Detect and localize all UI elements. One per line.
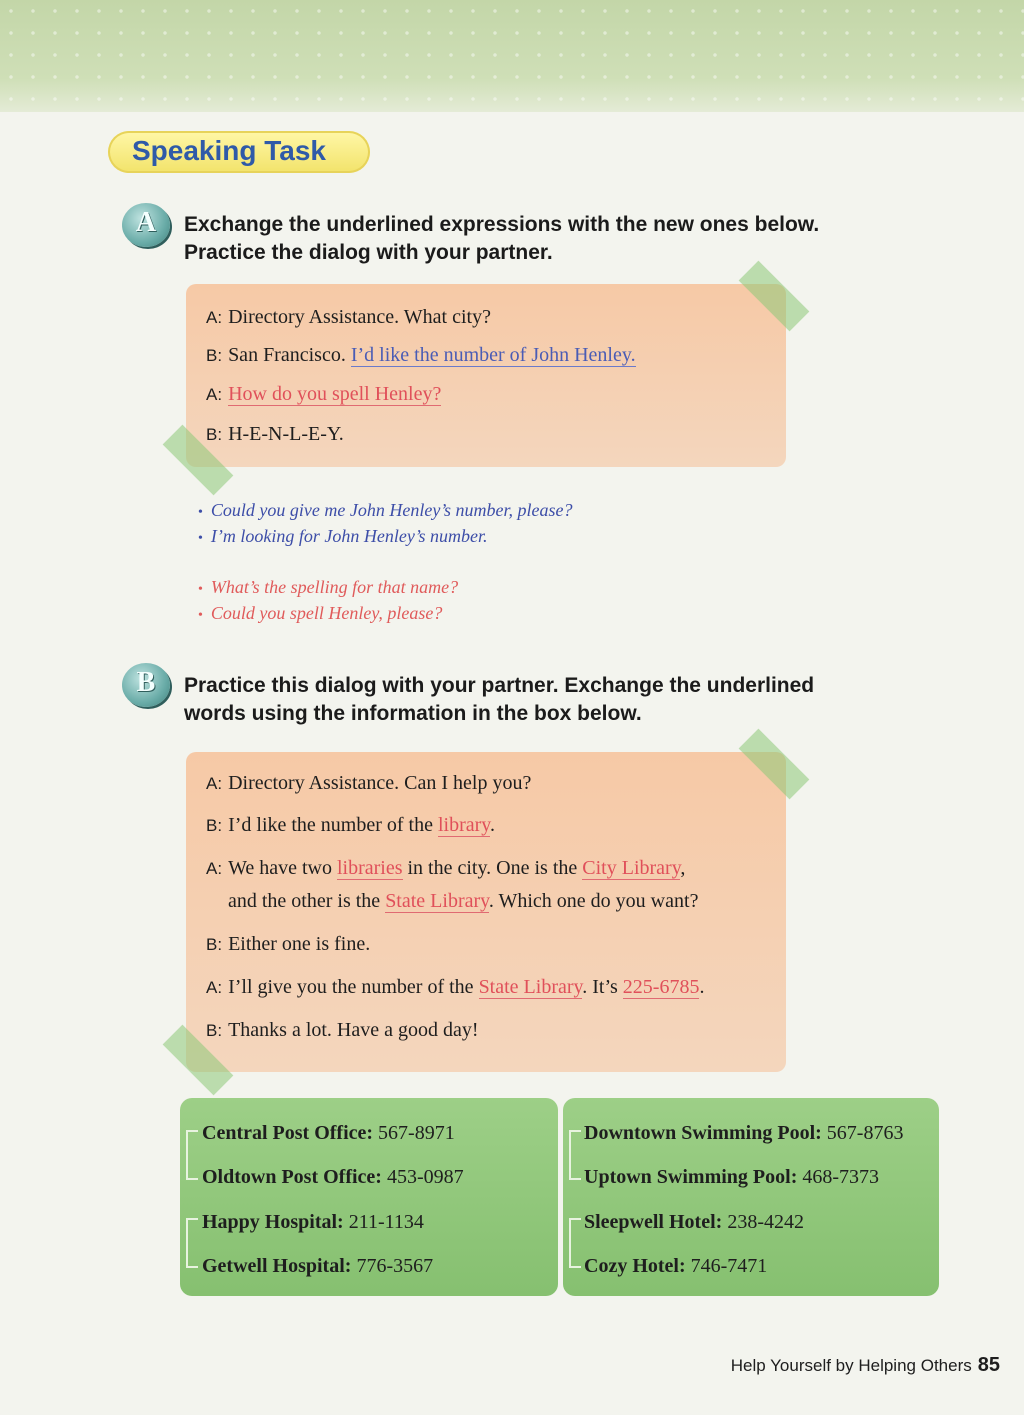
info-entry: Happy Hospital: 211-1134 — [202, 1211, 424, 1233]
alternative-expression: • Could you give me John Henley’s number, please? — [198, 500, 573, 520]
dialog-line: B: San Francisco. I’d like the number of John Henley. — [206, 344, 636, 366]
part-a-dialog-box — [186, 284, 786, 467]
dialog-line: B: I’d like the number of the library. — [206, 814, 496, 836]
header-band — [0, 0, 1024, 112]
info-entry: Sleepwell Hotel: 238-4242 — [584, 1211, 804, 1233]
dialog-line: A: We have two libraries in the city. One is the City Library, — [206, 857, 686, 879]
dialog-line: and the other is the State Library. Which one do you want? — [228, 890, 699, 912]
dialog-line: B: Either one is fine. — [206, 933, 371, 955]
page-number: 85 — [977, 1354, 1000, 1376]
info-entry: Cozy Hotel: 746-7471 — [584, 1255, 768, 1277]
info-entry: Central Post Office: 567-8971 — [202, 1122, 455, 1144]
part-b-badge: B — [122, 663, 170, 707]
alternative-expression: • Could you spell Henley, please? — [198, 603, 443, 623]
info-panel-right — [563, 1098, 939, 1296]
page-footer — [731, 1354, 1000, 1377]
dialog-line: A: I’ll give you the number of the State Library. It’s 225-6785. — [206, 976, 705, 998]
alternative-expression: • I’m looking for John Henley’s number. — [198, 526, 488, 546]
part-b-dialog-box — [186, 752, 786, 1072]
info-entry: Getwell Hospital: 776-3567 — [202, 1255, 434, 1277]
dialog-line: B: H-E-N-L-E-Y. — [206, 423, 344, 445]
part-a-instruction: Exchange the underlined expressions with the new ones below. Practice the dialog with your partner. — [184, 213, 820, 264]
dialog-line: A: How do you spell Henley? — [206, 383, 442, 405]
part-b-instruction: Practice this dialog with your partner. Exchange the underlined words using the information in the box below. — [184, 674, 815, 725]
alternative-expression: • What’s the spelling for that name? — [198, 577, 459, 597]
section-title-pill — [108, 131, 370, 173]
footer-title: Help Yourself by Helping Others — [730, 1356, 972, 1375]
section-title: Speaking Task — [132, 135, 327, 166]
dialog-line: A: Directory Assistance. What city? — [206, 306, 491, 328]
info-entry: Downtown Swimming Pool: 567-8763 — [584, 1122, 904, 1144]
dialog-line: B: Thanks a lot. Have a good day! — [206, 1019, 479, 1041]
info-entry: Uptown Swimming Pool: 468-7373 — [584, 1166, 880, 1188]
info-panel-left — [180, 1098, 558, 1296]
part-a-badge: A — [122, 203, 170, 247]
dialog-line: A: Directory Assistance. Can I help you? — [206, 772, 532, 794]
info-entry: Oldtown Post Office: 453-0987 — [202, 1166, 464, 1188]
